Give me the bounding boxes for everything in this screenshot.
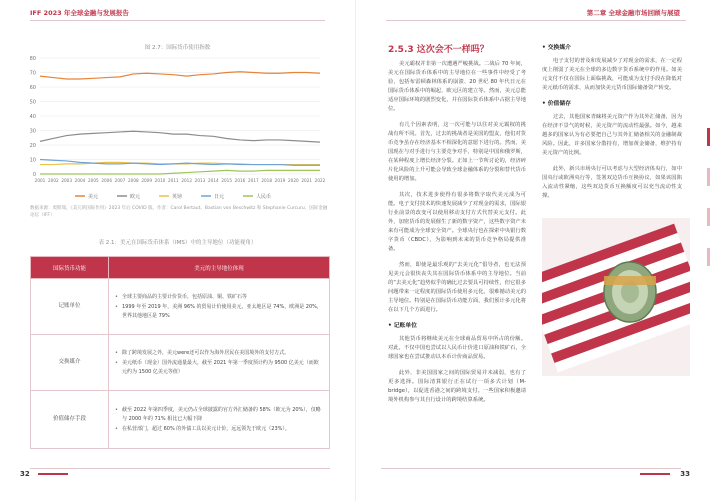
- table-cell-function: 记账单位: [31, 279, 109, 335]
- table-cell-function: 价值储存手段: [31, 391, 109, 449]
- header-divider: [30, 20, 325, 21]
- x-tick-label: 2013: [194, 178, 206, 183]
- y-tick-label: 20: [29, 142, 36, 149]
- footer-accent-bar: [640, 473, 670, 475]
- paragraph: 过去，其他国家青睐将美元资产作为其外汇储备，因为在经济不景气的时候，美元资产的流动性最强。如今，越来越多的国家认为有必要把自己与其外汇储备相关的金融制裁风险。因此，许多国家分散持有，增加黄金储备，维护持有美元资产的比例。: [542, 114, 682, 156]
- x-tick-label: 2006: [101, 178, 113, 183]
- legend-label: 英镑: [172, 194, 183, 200]
- page-number-right: 33: [680, 470, 690, 478]
- paragraph: 电子支付的普及和发展减少了对现金的需求，在一定程度上削弱了美元在全球的多边数字货币系统中的作用。如美元支付不仅在国际上面临挑战，可能成为支付手段在降低对美元纸币的需求，从而加快美元货币国际储备资产转变。: [542, 58, 682, 91]
- y-tick-label: 50: [29, 99, 36, 106]
- table-cell-function: 交换媒介: [31, 335, 109, 391]
- legend-label: 欧元: [130, 194, 141, 200]
- subheading: • 价值储存: [542, 101, 571, 107]
- x-tick-label: 2007: [114, 178, 126, 183]
- list-item: • 在私营部门，超过 60% 的外债工具以美元计价，远远领先于欧元（23%）。: [115, 425, 323, 434]
- footer-divider: [381, 468, 681, 469]
- banknote-roll-icon: [604, 262, 656, 322]
- text-column-left: [388, 60, 526, 412]
- subheading: • 记账单位: [388, 323, 417, 329]
- x-tick-label: 2010: [154, 178, 166, 183]
- paragraph: 美元霸权并非第一次遭遇严峻挑战。二战后 70 年间，美元在国际货币体系中的主导地位在一些事件中经受了考验，包括布雷顿森林体系的崩溃、20 世纪 80 年代日元在国际货币体系中的崛起、欧元区的建立等。然而，美元总能适应国际环境的剧烈变化，并在国际货币体系中占据主导地位。: [388, 61, 526, 112]
- x-tick-label: 2020: [287, 178, 299, 183]
- table-row: [31, 391, 330, 449]
- paragraph: 其他货币将继续美元在全球商品贸易中所占的份额。对此，不仅中国也尝试以人民币计价进口原油和铁矿石，全球国家也在尝试推动以本币计价商品贸易。: [388, 336, 526, 360]
- x-tick-label: 2015: [221, 178, 233, 183]
- series-line-美元: [40, 72, 320, 79]
- list-item: • 截至 2022 年第四季度，美元仍占全球披露的官方外汇储备的 58%（欧元为 20%），仅略与 2000 年的 71% 相比已大幅下降: [115, 406, 323, 424]
- x-tick-label: 2003: [61, 178, 73, 183]
- figure-title: 图 2.7：国际货币使用指数: [144, 45, 211, 51]
- y-tick-label: 30: [29, 128, 36, 135]
- list-item: • 全球主要商品的主要计价货币，包括原油、铜、铁矿石等: [115, 293, 323, 302]
- table-row: [31, 279, 330, 335]
- legend-label: 日元: [214, 194, 225, 200]
- dollar-flag-photo: [542, 218, 690, 376]
- footer-accent-bar: [38, 473, 68, 475]
- y-tick-label: 70: [29, 70, 36, 77]
- paragraph: 其次，技术进步使得有很多将数字取代美元成为可能。电子支付技术的快速发展减少了对现金的需求，国际银行业前景的改变可以使用移动支付方式代替美元支付。此外，加密货币的发展催生了新的数字资产，这些数字资产未来有可能成为全球安全资产。全球央行也在探索中央银行数字货币（CBDC），为影响到未来的货币竞争格局提供准备。: [388, 192, 526, 252]
- paragraph: 有几个因素表明，这一次可能与以往对美元霸权的挑战有所不同。首先，过去的挑战者是美国的盟友，他们对货币竞争虽存在经济基本不相深化的意愿下进行的。然而，美国现在与对手进行与主要竞争对手，特别是中国和俄罗斯，在某种程度上增长经济分裂。正如上一节所讨论的，经济碎片化风险的上升可能会导致全球金融体系的分裂和替代货币使用的增加。: [388, 122, 526, 182]
- header-divider: [386, 20, 686, 21]
- paragraph: 此外，新兴市场央行可以考虑与大型经济体央行，如中国央行或欧洲央行等，签署双边货币互换协议，如果该国陷入流动性紧缩，这些双边货币互换额度可以充当流动性支撑。: [542, 166, 682, 199]
- paragraph: 此外，非美国国家之间的国际贸易并未减弱，也有了更多选择。国际清算银行正在试行一项多式计划（M-bridge），以促进香港之间的跨境支付。一些国家积极邀请境外机构参与其自行设计的跨境结算系统。: [388, 370, 526, 403]
- legend-label: 人民币: [256, 194, 272, 200]
- text-column-right: [542, 42, 682, 208]
- x-tick-label: 2004: [74, 178, 86, 183]
- page-number-left: 32: [20, 470, 30, 478]
- table-cell-content: [109, 279, 330, 335]
- right-page: [355, 0, 710, 501]
- x-tick-label: 2018: [261, 178, 273, 183]
- x-tick-label: 2009: [141, 178, 153, 183]
- table-cell-content: [109, 391, 330, 449]
- running-header-left: IFF 2023 年全球金融与发展报告: [30, 9, 129, 17]
- x-tick-label: 2019: [274, 178, 286, 183]
- paragraph: 然而，即使是最乐观的“去美元化”倡导者，也无法预见美元会很快丧失其在国际货币体系中的主导地位。当前的“去美元化”趋势似乎的确比过去要具可持续性，但它很多问题带来一定程度的国际货币使用多元化，很难撼动美元的主导地位。特别是在国际货币功能方面，我们预计多元化将在以下几个方面进行。: [388, 262, 526, 313]
- y-tick-label: 60: [29, 84, 36, 91]
- legend-label: 美元: [88, 194, 99, 200]
- x-tick-label: 2005: [87, 178, 99, 183]
- y-tick-label: 10: [29, 157, 36, 164]
- x-tick-label: 2014: [207, 178, 219, 183]
- table-title: 表 2.1：美元在国际货币体系（IMS）中的主导地位（功能视角）: [98, 240, 257, 246]
- table-header-function: 国际货币功能: [31, 257, 109, 279]
- x-tick-label: 2011: [167, 178, 179, 183]
- table-row: [31, 335, 330, 391]
- y-tick-label: 40: [29, 113, 36, 120]
- subheading: • 交换媒介: [542, 45, 571, 51]
- usd-dominance-table: [30, 256, 330, 449]
- figure-source: 数据来源：奥斯瑞，《美元的国际作用》2023 年后 COVID 版。作者：Carol Bertaut、Bastian von Beschwitz 和 Stephanie Curcuru；国际金融论坛（IFF）: [30, 206, 328, 218]
- list-item: • 美元纸币（现金）国外流通量最大，截至 2021 年第一季度预计约为 9500 亿美元（而欧元约为 1500 亿美元等值）: [115, 359, 323, 377]
- y-tick-label: 80: [29, 55, 36, 62]
- list-item: • 1999 年至 2019 年，美洲 96% 的贸易计价使用美元，亚太地区是 74%，欧洲是 20%，世界其他地区是 79%: [115, 303, 323, 321]
- currency-usage-chart: [0, 50, 355, 205]
- x-tick-label: 2012: [181, 178, 193, 183]
- x-tick-label: 2021: [301, 178, 313, 183]
- y-tick-label: 0: [32, 171, 36, 178]
- table-cell-content: [109, 335, 330, 391]
- section-title: 2.5.3 这次会不一样吗？: [388, 45, 489, 55]
- series-line-人民币: [40, 170, 320, 174]
- running-header-right: 第二章 全球金融市场回顾与展望: [586, 9, 680, 17]
- table-header-dominance: 美元的主导地位体现: [109, 257, 330, 279]
- x-tick-label: 2017: [247, 178, 259, 183]
- series-line-欧元: [40, 131, 320, 142]
- x-tick-label: 2016: [234, 178, 246, 183]
- x-tick-label: 2008: [127, 178, 139, 183]
- footer-divider: [30, 468, 330, 469]
- x-tick-label: 2002: [47, 178, 59, 183]
- x-tick-label: 2022: [314, 178, 326, 183]
- list-item: • 除了跨境发展之外，美元were还可以作为海外居民在美国境外的支付方式。: [115, 349, 323, 358]
- x-tick-label: 2001: [34, 178, 46, 183]
